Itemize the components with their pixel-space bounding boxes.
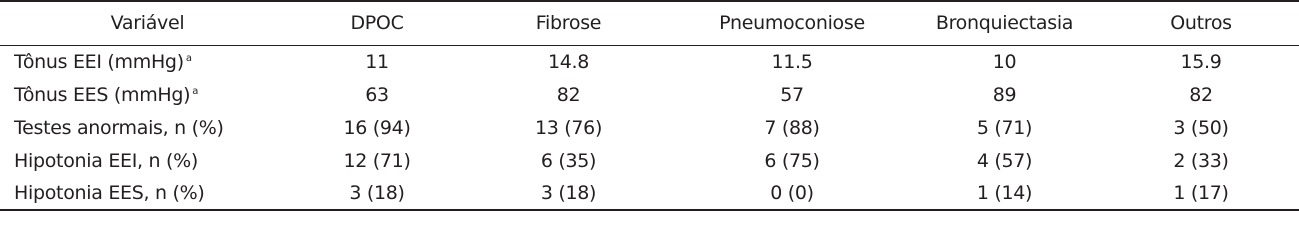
column-header-fibrose: Fibrose (459, 1, 678, 45)
header-row (0, 1, 1299, 45)
row-label (0, 78, 295, 111)
table-cell: 4 (57) (976, 149, 1033, 172)
table-cell: 57 (780, 83, 804, 106)
table-cell: 1 (17) (1103, 177, 1299, 210)
table-cell: 14.8 (547, 50, 590, 73)
row-label-text: Testes anormais, n (%) (14, 116, 224, 139)
table-cell: 0 (0) (678, 177, 906, 210)
table-cell: 11 (365, 50, 389, 73)
table-cell: 15.9 (1180, 50, 1222, 73)
table-body (0, 45, 1299, 210)
table-row (0, 144, 1299, 177)
table-cell: 6 (75) (764, 149, 820, 172)
column-header-pneumoconiose: Pneumoconiose (678, 1, 906, 45)
column-header-outros: Outros (1103, 1, 1299, 45)
table-cell: 89 (992, 83, 1017, 106)
table-cell: 5 (71) (976, 116, 1033, 139)
table-cell: 82 (556, 83, 581, 106)
table-cell: 3 (18) (295, 177, 459, 210)
table-cell: 7 (88) (764, 116, 820, 139)
column-header-bronquiectasia: Bronquiectasia (906, 1, 1103, 45)
table-cell: 13 (76) (534, 116, 603, 139)
table-header (0, 1, 1299, 45)
table-row (0, 111, 1299, 144)
column-header-dpoc: DPOC (295, 1, 459, 45)
table-cell: 2 (33) (1173, 149, 1229, 172)
table-row (0, 177, 1299, 210)
row-label (0, 144, 295, 177)
table-cell: 1 (14) (906, 177, 1103, 210)
table-cell: 16 (94) (343, 116, 411, 139)
table-cell: 3 (50) (1173, 116, 1229, 139)
table-cell: 12 (71) (343, 149, 411, 172)
table-cell: 3 (18) (459, 177, 678, 210)
table-cell: 82 (1189, 83, 1213, 106)
row-label-text: Tônus EES (mmHg) (14, 83, 191, 106)
table-cell: 11.5 (771, 50, 813, 73)
table-cell: 6 (35) (540, 149, 597, 172)
row-label (0, 111, 295, 144)
row-label-text: Hipotonia EES, n (%) (14, 182, 205, 204)
row-label-text: Hipotonia EEI, n (%) (14, 149, 198, 172)
row-label (0, 45, 295, 78)
table-row (0, 78, 1299, 111)
column-header-variavel: Variável (0, 1, 295, 45)
footnote-marker: a (185, 52, 192, 64)
row-label (0, 177, 295, 210)
table-cell: 10 (992, 50, 1017, 73)
row-label-text: Tônus EEI (mmHg) (14, 50, 184, 73)
table-row (0, 45, 1299, 78)
table-cell: 63 (365, 83, 389, 106)
footnote-marker: a (192, 85, 199, 97)
